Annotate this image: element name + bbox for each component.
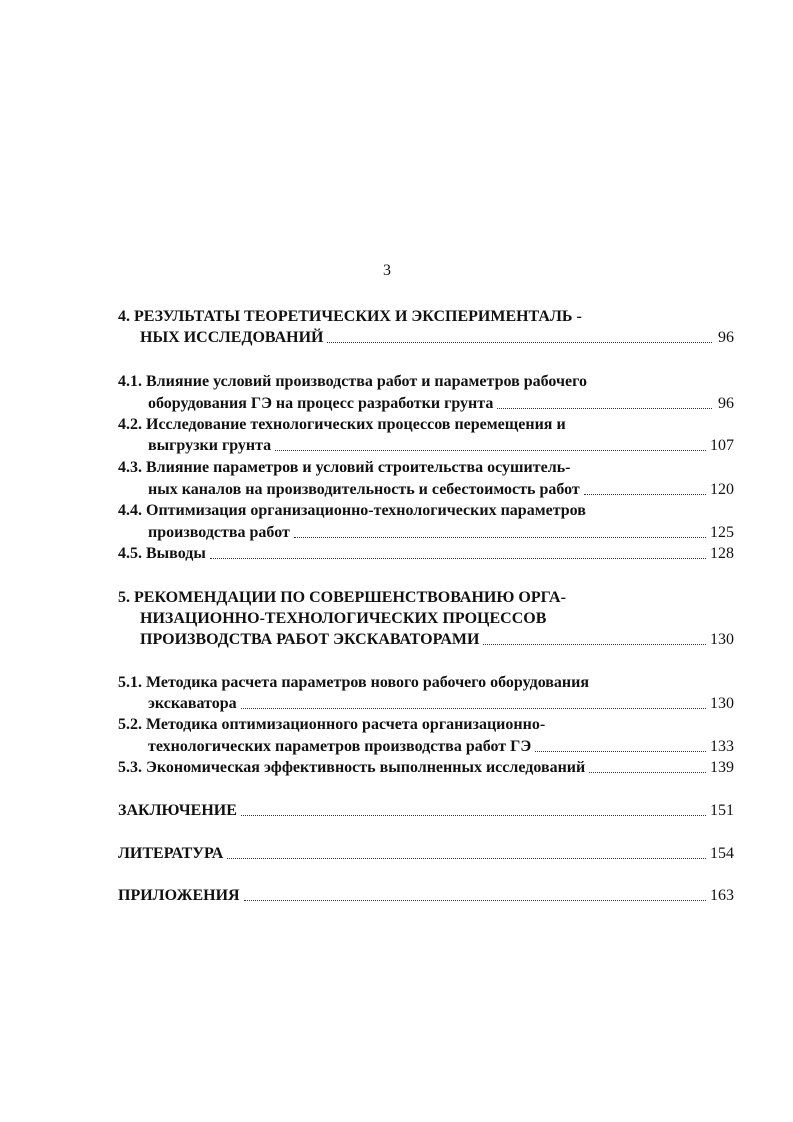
toc-entry-text: ЗАКЛЮЧЕНИЕ xyxy=(118,802,237,819)
toc-entry-text: НИЗАЦИОННО-ТЕХНОЛОГИЧЕСКИХ ПРОЦЕССОВ xyxy=(140,610,547,627)
toc-entry-text: 4.3. Влияние параметров и условий строительства осушитель- xyxy=(118,459,571,476)
toc-entry-text: оборудования ГЭ на процесс разработки грунта xyxy=(148,395,494,412)
toc-page-number: 96 xyxy=(718,395,734,412)
toc-entry-conclusion xyxy=(118,801,734,821)
toc-entry-text: 5.2. Методика оптимизационного расчета организационно- xyxy=(118,716,546,733)
toc-entry-text: 4.1. Влияние условий производства работ и параметров рабочего xyxy=(118,373,587,390)
dotted-leader xyxy=(483,644,706,645)
toc-entry-literature xyxy=(118,844,734,864)
toc-entry-4-4-line1 xyxy=(118,501,734,521)
toc-entry-text: 5. РЕКОМЕНДАЦИИ ПО СОВЕРШЕНСТВОВАНИЮ ОРГА- xyxy=(118,589,566,606)
dotted-leader xyxy=(327,342,712,343)
toc-entry-4-3-line2 xyxy=(148,480,734,500)
toc-entry-appendices xyxy=(118,886,734,906)
toc-entry-text: 5.3. Экономическая эффективность выполненных исследований xyxy=(118,759,586,776)
toc-entry-5-line2 xyxy=(140,609,734,629)
toc-entry-4-1-line2 xyxy=(148,394,734,414)
toc-entry-5-1-line1 xyxy=(118,673,734,693)
toc-entry-text: ных каналов на производительность и себестоимость работ xyxy=(148,481,580,498)
toc-page-number: 107 xyxy=(710,437,734,454)
toc-page-number: 151 xyxy=(710,802,734,819)
toc-page-number: 163 xyxy=(710,887,734,904)
toc-entry-text: экскаватора xyxy=(148,695,237,712)
toc-entry-5-1-line2 xyxy=(148,694,734,714)
toc-entry-text: 4.5. Выводы xyxy=(118,545,206,562)
dotted-leader xyxy=(535,751,706,752)
dotted-leader xyxy=(244,900,706,901)
toc-entry-4-2-line1 xyxy=(118,415,734,435)
toc-page-number: 120 xyxy=(710,481,734,498)
toc-entry-text: производства работ xyxy=(148,524,290,541)
toc-entry-4-line1 xyxy=(118,307,734,327)
dotted-leader xyxy=(294,537,706,538)
toc-entry-text: технологических параметров производства работ ГЭ xyxy=(148,738,532,755)
toc-entry-text: ПРОИЗВОДСТВА РАБОТ ЭКСКАВАТОРАМИ xyxy=(140,631,480,648)
toc-entry-text: ЛИТЕРАТУРА xyxy=(118,845,224,862)
toc-page-number: 154 xyxy=(710,845,734,862)
toc-entry-text: ПРИЛОЖЕНИЯ xyxy=(118,887,240,904)
toc-page-number: 125 xyxy=(710,524,734,541)
toc-page-number: 96 xyxy=(718,329,734,346)
toc-page-number: 133 xyxy=(710,738,734,755)
toc-page-number: 128 xyxy=(710,545,734,562)
dotted-leader xyxy=(275,450,706,451)
toc-entry-text: 4. РЕЗУЛЬТАТЫ ТЕОРЕТИЧЕСКИХ И ЭКСПЕРИМЕНТАЛЬ - xyxy=(118,308,582,325)
dotted-leader xyxy=(241,708,706,709)
page-number: 3 xyxy=(383,262,391,279)
toc-entry-4-5 xyxy=(118,544,734,564)
dotted-leader xyxy=(210,558,706,559)
toc-entry-text: НЫХ ИССЛЕДОВАНИЙ xyxy=(140,329,324,346)
toc-entry-4-2-line2 xyxy=(148,436,734,456)
toc-entry-4-1-line1 xyxy=(118,372,734,392)
toc-entry-text: 4.2. Исследование технологических процессов перемещения и xyxy=(118,416,566,433)
toc-page-number: 139 xyxy=(710,759,734,776)
toc-entry-5-2-line1 xyxy=(118,715,734,735)
dotted-leader xyxy=(227,858,706,859)
dotted-leader xyxy=(241,815,706,816)
toc-entry-text: 5.1. Методика расчета параметров нового рабочего оборудования xyxy=(118,674,590,691)
dotted-leader xyxy=(584,494,706,495)
toc-entry-5-line1 xyxy=(118,588,734,608)
toc-entry-4-3-line1 xyxy=(118,458,734,478)
toc-entry-5-3 xyxy=(118,758,734,778)
toc-entry-text: 4.4. Оптимизация организационно-технологических параметров xyxy=(118,502,586,519)
toc-entry-text: выгрузки грунта xyxy=(148,437,272,454)
toc-page-number: 130 xyxy=(710,631,734,648)
toc-entry-4-4-line2 xyxy=(148,523,734,543)
toc-entry-5-line3 xyxy=(140,630,734,650)
dotted-leader xyxy=(497,408,712,409)
toc-page-number: 130 xyxy=(710,695,734,712)
toc-entry-5-2-line2 xyxy=(148,737,734,757)
dotted-leader xyxy=(589,772,706,773)
toc-entry-4-line2 xyxy=(140,328,734,348)
